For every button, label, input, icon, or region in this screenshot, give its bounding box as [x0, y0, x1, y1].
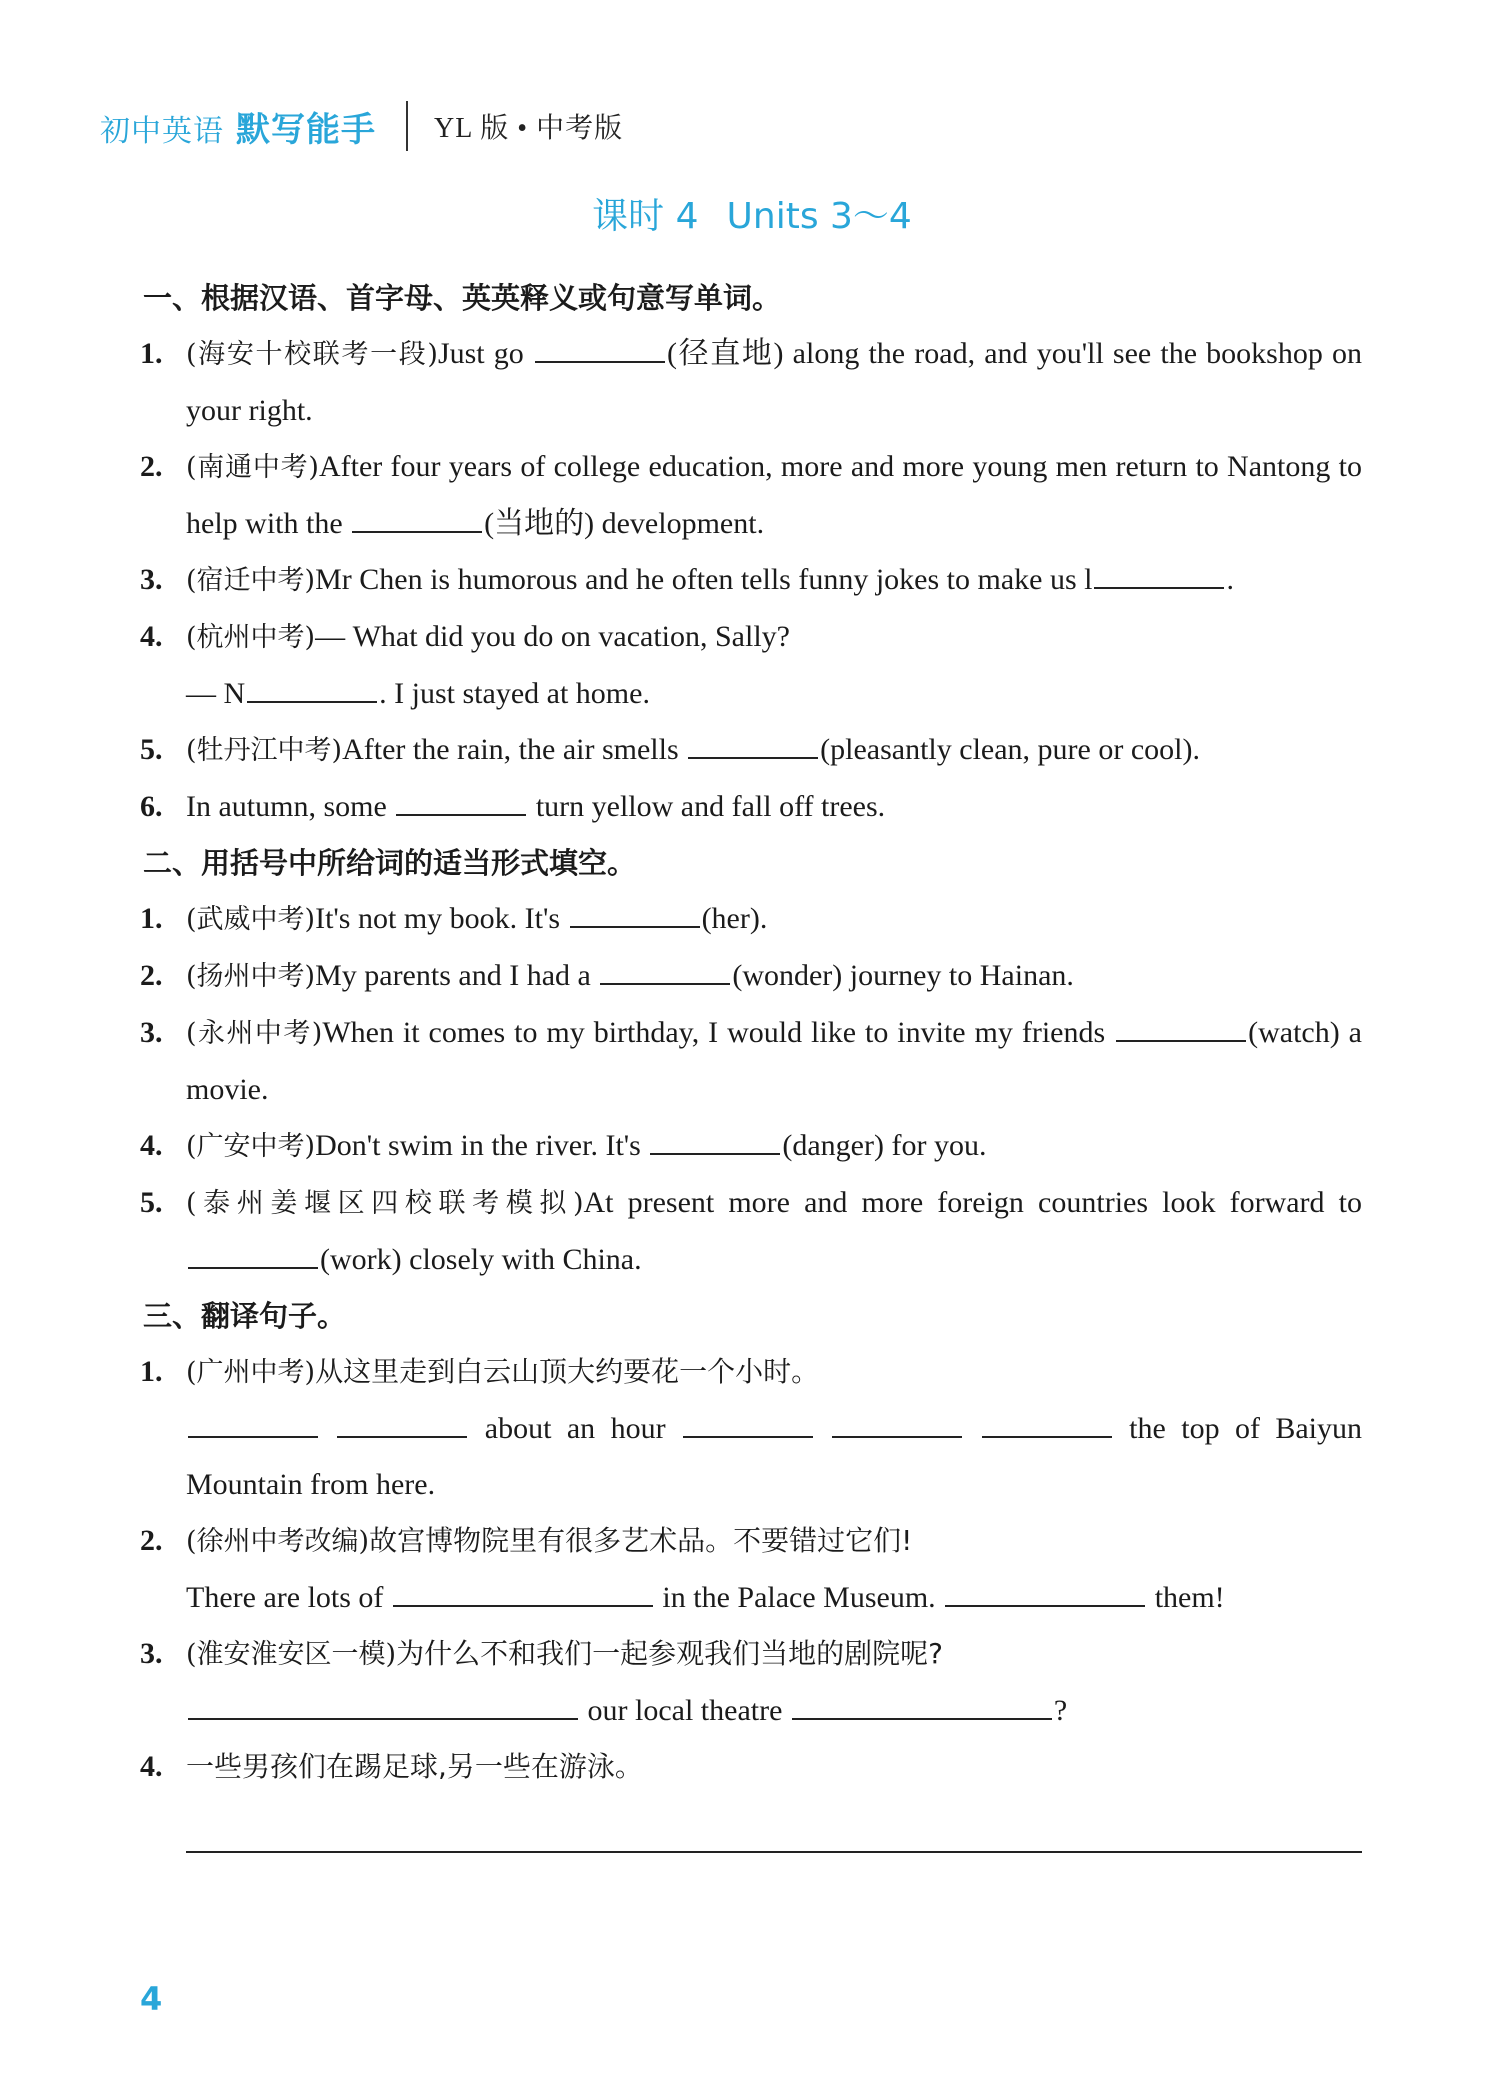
- question-source: (泰州姜堰区四校联考模拟): [186, 1188, 584, 1219]
- question-text: (wonder) journey to Hainan.: [732, 959, 1074, 992]
- question-text: ?: [1053, 1694, 1068, 1727]
- question-text: about an hour: [469, 1412, 681, 1445]
- question-source: (广州中考): [186, 1357, 316, 1388]
- s2-question-5: [140, 1175, 1362, 1288]
- section-3-heading: 三、翻译句子。: [143, 1299, 347, 1333]
- s1-question-4: [140, 609, 1362, 722]
- chinese-sentence: 一些男孩们在踢足球,另一些在游泳。: [186, 1750, 643, 1783]
- s2-question-3: [140, 1005, 1362, 1118]
- question-text: (work) closely with China.: [320, 1243, 642, 1276]
- question-text: Don't swim in the river. It's: [315, 1129, 649, 1162]
- question-number: 1.: [140, 902, 163, 935]
- s1-question-1: [140, 326, 1362, 439]
- answer-blank[interactable]: [247, 671, 377, 703]
- question-text: (当地的) development.: [484, 507, 765, 540]
- question-source: (武威中考): [186, 904, 316, 935]
- question-number: 4.: [140, 620, 163, 653]
- question-text: Mr Chen is humorous and he often tells funny jokes to make us l: [315, 563, 1093, 596]
- answer-blank[interactable]: [650, 1123, 780, 1155]
- question-source: (广安中考): [186, 1131, 316, 1162]
- question-text: . I just stayed at home.: [379, 677, 650, 710]
- answer-blank[interactable]: [393, 1575, 653, 1607]
- s2-question-2: [140, 948, 1362, 1005]
- question-text: (pleasantly clean, pure or cool).: [820, 733, 1200, 766]
- question-source: (杭州中考): [186, 622, 316, 653]
- answer-blank[interactable]: [396, 784, 526, 816]
- question-number: 5.: [140, 733, 163, 766]
- question-number: 1.: [140, 337, 163, 370]
- question-text: When it comes to my birthday, I would like to invite my friends: [322, 1016, 1115, 1049]
- answer-blank[interactable]: [832, 1406, 962, 1438]
- answer-blank[interactable]: [535, 331, 665, 363]
- question-text: (径直地) along the road, and you'll see the bookshop on your right.: [186, 337, 1363, 427]
- answer-blank[interactable]: [688, 727, 818, 759]
- question-source: (牡丹江中考): [186, 735, 343, 766]
- s2-question-1: [140, 891, 1362, 948]
- answer-blank[interactable]: [600, 953, 730, 985]
- answer-line[interactable]: [186, 1795, 1362, 1853]
- answer-blank[interactable]: [188, 1406, 318, 1438]
- brand: [100, 102, 376, 151]
- question-text: in the Palace Museum.: [654, 1581, 944, 1614]
- answer-blank[interactable]: [1094, 557, 1224, 589]
- question-text: the top of Baiyun Mountain from here.: [186, 1412, 1363, 1501]
- question-number: 3.: [140, 563, 163, 596]
- s3-question-2: [140, 1513, 1362, 1626]
- question-text: them!: [1147, 1581, 1225, 1614]
- s3-question-1: [140, 1344, 1362, 1513]
- exercise-content: [140, 270, 1362, 1853]
- s1-question-5: [140, 722, 1362, 779]
- chinese-sentence: 为什么不和我们一起参观我们当地的剧院呢?: [396, 1637, 943, 1670]
- question-number: 2.: [140, 1524, 163, 1557]
- question-text: turn yellow and fall off trees.: [528, 790, 886, 823]
- question-source: (永州中考): [186, 1018, 323, 1049]
- question-text: After four years of college education, more and more young men return to Nantong to help with the: [186, 450, 1362, 540]
- question-number: 2.: [140, 450, 163, 483]
- answer-blank[interactable]: [188, 1688, 578, 1720]
- question-number: 4.: [140, 1750, 163, 1783]
- question-text: — What did you do on vacation, Sally?: [315, 620, 790, 653]
- answer-blank[interactable]: [683, 1406, 813, 1438]
- question-number: 4.: [140, 1129, 163, 1162]
- answer-blank[interactable]: [188, 1237, 318, 1269]
- question-text: There are lots of: [186, 1581, 391, 1614]
- question-number: 3.: [140, 1637, 163, 1670]
- question-source: (宿迁中考): [186, 565, 316, 596]
- question-text: It's not my book. It's: [315, 902, 568, 935]
- question-source: (海安十校联考一段): [186, 339, 438, 370]
- question-text: After the rain, the air smells: [342, 733, 687, 766]
- question-text: .: [1226, 563, 1234, 596]
- lesson-title: [0, 188, 1504, 239]
- question-number: 1.: [140, 1355, 163, 1388]
- question-text: (her).: [701, 902, 768, 935]
- answer-prefix: — N: [186, 677, 246, 710]
- answer-blank[interactable]: [1116, 1010, 1246, 1042]
- question-source: (南通中考): [186, 452, 319, 483]
- chinese-sentence: 故宫博物院里有很多艺术品。不要错过它们!: [369, 1524, 913, 1557]
- question-source: (淮安淮安区一模): [186, 1639, 397, 1670]
- question-text: In autumn, some: [186, 790, 395, 823]
- question-source: (徐州中考改编): [186, 1526, 370, 1557]
- brand-subject: 初中英语: [100, 113, 224, 149]
- answer-blank[interactable]: [982, 1406, 1112, 1438]
- page-header: [100, 100, 623, 152]
- question-number: 2.: [140, 959, 163, 992]
- lesson-label: 课时 4: [592, 196, 699, 237]
- question-text: Just go: [437, 337, 533, 370]
- section-2-heading: 二、用括号中所给词的适当形式填空。: [143, 846, 637, 880]
- s1-question-6: [140, 779, 1362, 835]
- lesson-units: Units 3～4: [726, 196, 912, 237]
- answer-blank[interactable]: [352, 501, 482, 533]
- question-text: At present more and more foreign countries look forward to: [583, 1186, 1362, 1219]
- answer-blank[interactable]: [570, 896, 700, 928]
- section-1-heading: 一、根据汉语、首字母、英英释义或句意写单词。: [143, 281, 782, 315]
- question-source: (扬州中考): [186, 961, 316, 992]
- brand-title: 默写能手: [236, 109, 376, 150]
- s1-question-3: [140, 552, 1362, 609]
- answer-blank[interactable]: [792, 1688, 1052, 1720]
- s1-question-2: [140, 439, 1362, 552]
- edition-label: YL 版 • 中考版: [434, 113, 624, 144]
- question-text: My parents and I had a: [315, 959, 599, 992]
- chinese-sentence: 从这里走到白云山顶大约要花一个小时。: [315, 1355, 820, 1388]
- question-number: 3.: [140, 1016, 163, 1049]
- question-text: (danger) for you.: [782, 1129, 987, 1162]
- page-number: 4: [140, 1980, 163, 2018]
- s2-question-4: [140, 1118, 1362, 1175]
- question-number: 6.: [140, 790, 163, 823]
- question-text: (watch) a movie.: [186, 1016, 1362, 1106]
- answer-blank[interactable]: [337, 1406, 467, 1438]
- s3-question-4: [140, 1739, 1362, 1795]
- question-text: our local theatre: [580, 1694, 790, 1727]
- answer-blank[interactable]: [945, 1575, 1145, 1607]
- s3-question-3: [140, 1626, 1362, 1739]
- header-divider: [406, 101, 408, 151]
- question-number: 5.: [140, 1186, 163, 1219]
